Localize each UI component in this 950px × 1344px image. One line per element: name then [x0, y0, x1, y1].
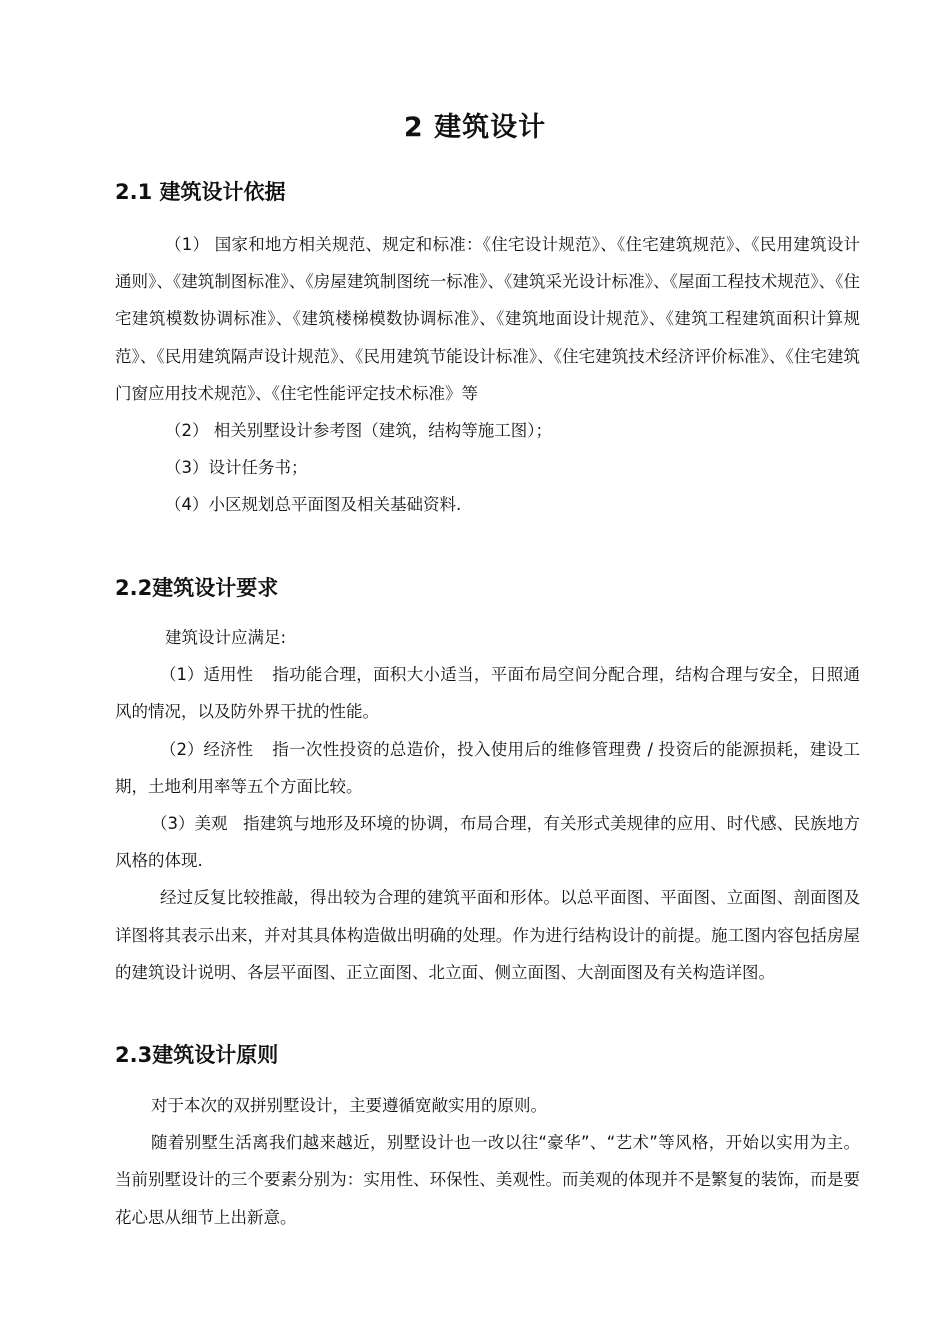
- basis-item-4: （4）小区规划总平面图及相关基础资料.: [165, 495, 462, 515]
- basis-item-2: （2） 相关别墅设计参考图（建筑，结构等施工图）；: [165, 421, 552, 441]
- principles-paragraph-1: 对于本次的双拼别墅设计，主要遵循宽敞实用的原则。: [151, 1096, 547, 1115]
- requirement-text: 指建筑与地形及环境的协调，布局合理，有关形式美规律的应用、时代感、民族地方风格的体现.: [115, 814, 860, 871]
- requirement-text: 指一次性投资的总造价，投入使用后的维修管理费 / 投资后的能源损耗，建设工期，土地利用率等五个方面比较。: [115, 739, 860, 796]
- basis-item-3: （3）设计任务书；: [165, 458, 308, 478]
- requirement-term: （2）经济性: [160, 739, 253, 759]
- requirement-economy: [115, 731, 860, 805]
- basis-item-1: （1） 国家和地方相关规范、规定和标准：《住宅设计规范》、《住宅建筑规范》、《民用建筑设计通则》、《建筑制图标准》、《房屋建筑制图统一标准》、《建筑采光设计标准》、《屋面工程技术规范》、《住宅建筑模数协调标准》、《建筑楼梯模数协调标准》、《建筑地面设计规范》、《建筑工程建筑面积计算规范》、《民用建筑隔声设计规范》、《民用建筑节能设计标准》、《住宅建筑技术经济评价标准》、《住宅建筑门窗应用技术规范》、《住宅性能评定技术标准》等: [115, 235, 860, 403]
- requirement-applicability: [115, 656, 860, 730]
- requirement-text: 指功能合理，面积大小适当，平面布局空间分配合理，结构合理与安全，日照通风的情况，以及防外界干扰的性能。: [115, 665, 860, 722]
- requirements-intro: 建筑设计应满足:: [165, 628, 287, 647]
- section-2-3-body: [115, 1087, 860, 1236]
- requirement-term: （1）适用性: [160, 665, 253, 685]
- section-2-2-body: [115, 619, 860, 991]
- principles-paragraph-2: 随着别墅生活离我们越来越近，别墅设计也一改以往“豪华”、“艺术”等风格，开始以实用为主。当前别墅设计的三个要素分别为：实用性、环保性、美观性。而美观的体现并不是繁复的装饰，而是要花心思从细节上出新意。: [115, 1133, 860, 1227]
- section-2-1-body: [115, 226, 860, 524]
- section-heading-2-2: 2.2建筑设计要求: [115, 576, 279, 600]
- chapter-title: 2 建筑设计: [403, 112, 547, 143]
- requirements-summary: 经过反复比较推敲，得出较为合理的建筑平面和形体。以总平面图、平面图、立面图、剖面图及详图将其表示出来，并对其具体构造做出明确的处理。作为进行结构设计的前提。施工图内容包括房屋的建筑设计说明、各层平面图、正立面图、北立面、侧立面图、大剖面图及有关构造详图。: [115, 888, 860, 982]
- requirement-term: （3）美观: [151, 814, 228, 834]
- section-heading-2-3: 2.3建筑设计原则: [115, 1043, 279, 1067]
- requirement-aesthetics: [115, 805, 860, 879]
- section-heading-2-1: 2.1 建筑设计依据: [115, 180, 286, 204]
